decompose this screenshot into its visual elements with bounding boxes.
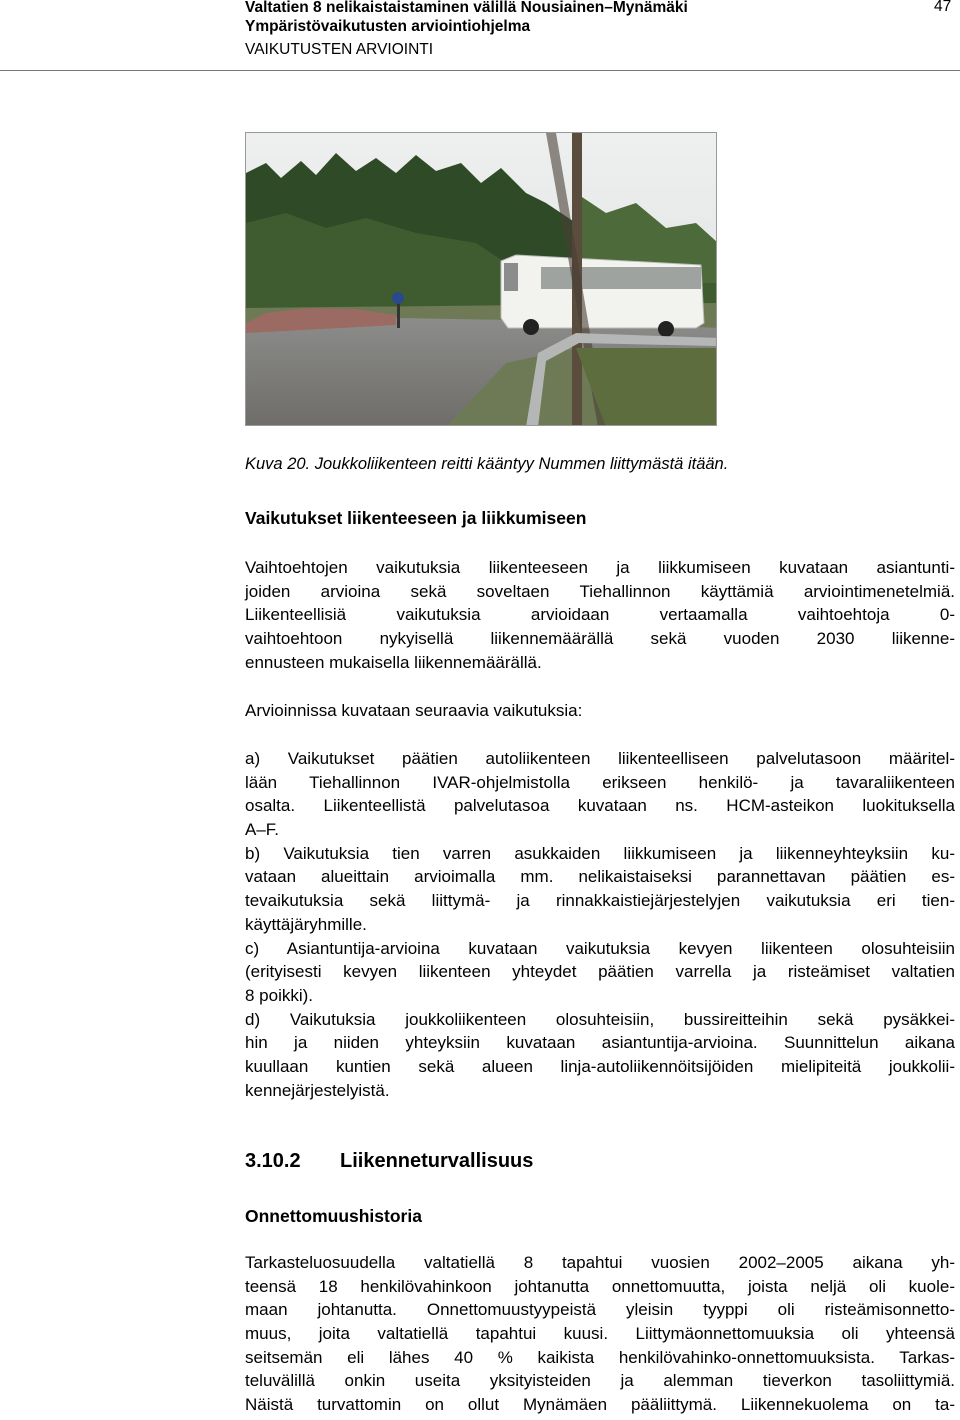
bus-shape [501,255,704,337]
text-line: Vaihtoehtojen vaikutuksia liikenteeseen ja liikkumiseen kuvataan asiantunti- [245,558,955,577]
text-line: Tarkasteluosuudella valtatiellä 8 tapahtui vuosien 2002–2005 aikana yh- [245,1253,955,1272]
paragraph-intro-list [245,699,955,723]
text-line: Arvioinnissa kuvataan seuraavia vaikutuksia: [245,701,583,720]
header-document-title: Ympäristövaikutusten arviointiohjelma [245,18,531,35]
text-line: vaihtoehtoon nykyisellä liikennemäärällä sekä vuoden 2030 liikenne- [245,629,955,649]
list-item-line: tevaikutuksia sekä liittymä- ja rinnakkaistiejärjestelyjen vaikutuksia eri tien- [245,891,955,911]
text-line: teluvälillä onkin useita yksityisteiden ja alemman tieverkon tasoliittymiä. [245,1371,955,1391]
list-item-line: kennejärjestelyistä. [245,1080,390,1100]
header-chapter-title: VAIKUTUSTEN ARVIOINTI [245,41,434,58]
text-line: Näistä turvattomin on ollut Mynämäen pääliittymä. Liikennekuolema on ta- [245,1395,955,1415]
list-item-line: käyttäjäryhmille. [245,914,367,934]
text-line: ennusteen mukaisella liikennemäärällä. [245,652,542,672]
bus-photo [245,132,717,426]
text-line: Liikenteellisiä vaikutuksia arvioidaan vertaamalla vaihtoehtoja 0- [245,605,955,625]
section-title: Liikenneturvallisuus [340,1150,534,1172]
text-line: teensä 18 henkilövahinkoon johtanutta onnettomuutta, joista neljä oli kuole- [245,1276,955,1296]
list-item-line: A–F. [245,820,280,840]
text-line: maan johtanutta. Onnettomuustyypeistä yleisin tyyppi oli risteämisonnetto- [245,1300,955,1320]
page-number: 47 [934,0,952,15]
list-item-line: hin ja niiden yhteyksiin kuvataan asiantuntija-arvioina. Suunnittelun aikana [245,1033,955,1053]
subheading-accident-history: Onnettomuushistoria [245,1206,422,1226]
section-heading-traffic-impacts: Vaikutukset liikenteeseen ja liikkumiseen [245,508,587,528]
page-header [0,0,960,71]
list-item-line: c) Asiantuntija-arvioina kuvataan vaikutuksia kevyen liikenteen olosuhteisiin [245,938,955,958]
paragraph-accidents [245,1251,955,1417]
list-item-line: 8 poikki). [245,985,314,1005]
list-item-line: vataan alueittain arvioimalla mm. nelikaistaiseksi parannettavan päätien es- [245,867,955,887]
text-line: seitsemän eli lähes 40 % kaikista henkilövahinko-onnettomuuksista. Tarkas- [245,1347,955,1367]
list-item-line: lään Tiehallinnon IVAR-ohjelmistolla erikseen henkilö- ja tavaraliikenteen [245,772,955,792]
list-item-line: kuullaan kuntien sekä alueen linja-autoliikennöitsijöiden mielipiteitä joukkolii- [245,1056,955,1076]
impact-list [245,747,955,1102]
text-line: muus, joita valtatiellä tapahtui kuusi. Liittymäonnettomuuksia oli yhteensä [245,1324,955,1344]
list-item-line: b) Vaikutuksia tien varren asukkaiden liikkumiseen ja liikenneyhteyksiin ku- [245,843,955,863]
text-line: joiden arvioina sekä soveltaen Tiehallinnon käyttämiä arviointimenetelmiä. [245,581,955,601]
paragraph-methods [245,556,955,674]
figure-caption: Kuva 20. Joukkoliikenteen reitti kääntyy Nummen liittymästä itään. [245,455,729,473]
header-project-title: Valtatien 8 nelikaistaistaminen välillä Nousiainen–Mynämäki [245,0,688,16]
list-item-line: (erityisesti kevyen liikenteen yhteydet päätien varrella ja risteämiset valtatien [245,962,955,982]
list-item-line: osalta. Liikenteellistä palvelutasoa kuvataan ns. HCM-asteikon luokituksella [245,796,955,816]
list-item-line: a) Vaikutukset päätien autoliikenteen liikenteelliseen palvelutasoon määritel- [245,749,955,768]
section-heading-traffic-safety [245,1150,533,1173]
section-number: 3.10.2 [245,1150,301,1172]
list-item-line: d) Vaikutuksia joukkoliikenteen olosuhteisiin, bussireitteihin sekä pysäkkei- [245,1009,955,1029]
